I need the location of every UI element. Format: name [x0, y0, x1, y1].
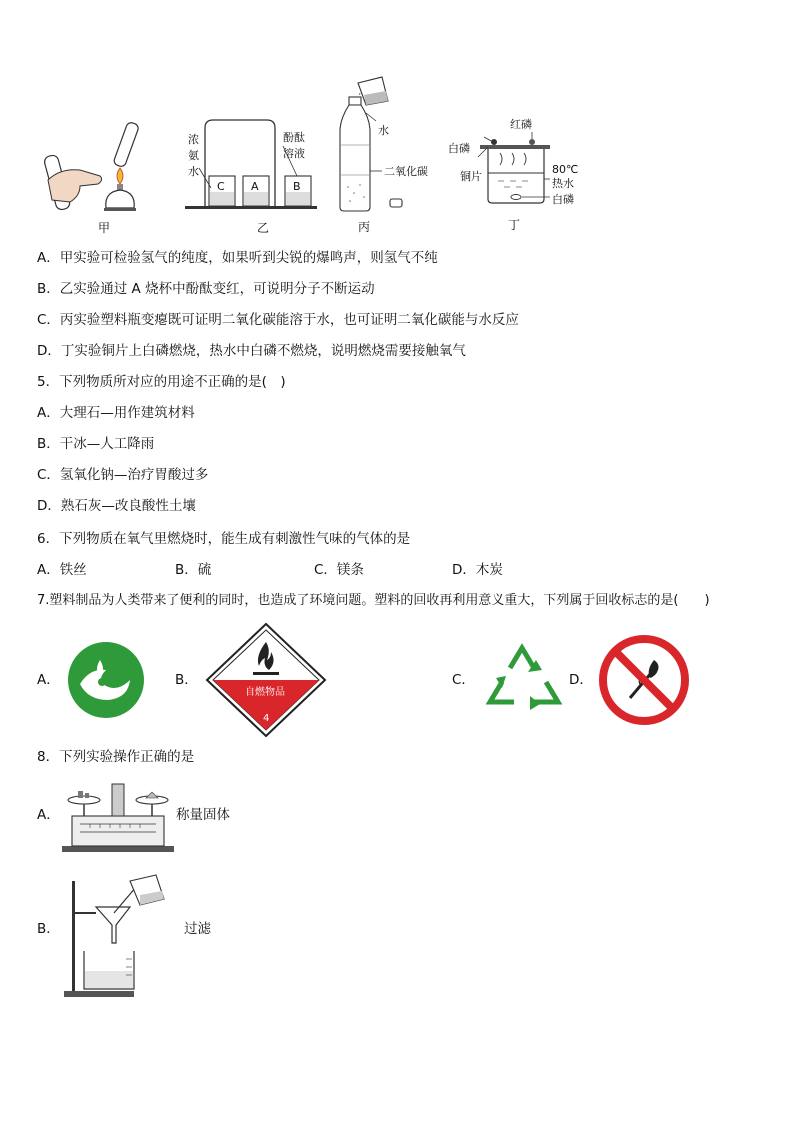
q5-stem: 5．下列物质所对应的用途不正确的是( ): [37, 374, 286, 390]
q4-option-d: D．丁实验铜片上白磷燃烧，热水中白磷不燃烧，说明燃烧需要接触氧气: [37, 343, 466, 359]
q8-option-a-letter: A．: [37, 807, 60, 823]
q4-option-b: B．乙实验通过 A 烧杯中酚酞变红，可说明分子不断运动: [37, 281, 375, 297]
q8-option-b-caption: 过滤: [184, 921, 211, 937]
yi-label-beaker-c: C: [217, 180, 225, 193]
q7-stem: 7.塑料制品为人类带来了便利的同时，也造成了环境问题。塑料的回收再利用意义重大，下列属于回收标志的是( ): [37, 593, 710, 608]
caption-bing: 丙: [358, 220, 371, 234]
q6-stem: 6．下列物质在氧气里燃烧时，能生成有刺激性气味的气体的是: [37, 531, 411, 547]
bing-label-co2: 二氧化碳: [384, 165, 428, 178]
ding-label-white-phosphorus-top: 白磷: [448, 142, 470, 155]
yi-label-conc-ammonia-3: 水: [188, 165, 199, 178]
ding-label-white-phosphorus-bottom: 白磷: [552, 193, 574, 206]
yi-label-phenolphthalein-2: 溶液: [283, 147, 305, 160]
ding-label-red-phosphorus: 红磷: [510, 118, 532, 131]
q6-option-a: A．铁丝: [37, 562, 87, 578]
jia-hydrogen-test-illustration: [40, 110, 160, 220]
q7-option-c-letter: C．: [452, 672, 475, 688]
yi-label-conc-ammonia-2: 氨: [188, 149, 199, 162]
q8-stem: 8．下列实验操作正确的是: [37, 749, 195, 765]
q7-option-d-image: [598, 634, 690, 726]
bing-bottle-illustration: [330, 75, 450, 220]
q7-option-b-letter: B．: [175, 672, 198, 688]
q7-option-b-image: [205, 622, 327, 738]
yi-label-beaker-a: A: [251, 180, 259, 193]
caption-yi: 乙: [257, 221, 270, 235]
q8-option-b-letter: B．: [37, 921, 60, 937]
recycle-sign-icon: [480, 638, 568, 718]
sign-b-number: 4: [263, 713, 270, 724]
caption-ding: 丁: [508, 218, 521, 232]
q6-option-d: D．木炭: [452, 562, 503, 578]
q7-option-a-letter: A．: [37, 672, 60, 688]
q8-option-a-caption: 称量固体: [176, 807, 230, 823]
balance-scale-illustration: [60, 780, 178, 855]
figure-jia: [40, 110, 160, 235]
q6-option-c: C．镁条: [314, 562, 364, 578]
q8-option-a-image: [60, 780, 178, 855]
figure-bing: [330, 75, 450, 235]
yi-label-phenolphthalein-1: 酚酞: [283, 131, 305, 144]
yi-label-conc-ammonia-1: 浓: [188, 133, 199, 146]
figure-ding: [448, 115, 588, 235]
q8-option-b-image: [60, 873, 170, 1001]
ding-label-copper: 铜片: [460, 170, 482, 183]
q6-option-b: B．硫: [175, 562, 212, 578]
q5-option-a: A．大理石—用作建筑材料: [37, 405, 195, 421]
sign-b-text: 自燃物品: [245, 687, 285, 698]
q7-option-a-image: [66, 640, 146, 720]
ding-label-hot-water: 热水: [552, 177, 574, 190]
filtration-apparatus-illustration: [60, 873, 170, 1001]
q5-option-b: B．干冰—人工降雨: [37, 436, 155, 452]
no-open-flame-sign-icon: [598, 634, 690, 726]
bing-label-water: 水: [378, 124, 389, 137]
caption-jia: 甲: [98, 221, 111, 235]
water-saving-sign-icon: [66, 640, 146, 720]
yi-label-beaker-b: B: [293, 180, 301, 193]
q4-option-a: A．甲实验可检验氢气的纯度，如果听到尖锐的爆鸣声，则氢气不纯: [37, 250, 438, 266]
q4-option-c: C．丙实验塑料瓶变瘪既可证明二氧化碳能溶于水，也可证明二氧化碳能与水反应: [37, 312, 519, 328]
ding-label-temperature: 80℃: [552, 163, 579, 176]
q5-option-c: C．氢氧化钠—治疗胃酸过多: [37, 467, 209, 483]
q7-option-c-image: [480, 638, 568, 718]
q7-option-d-letter: D．: [569, 672, 593, 688]
q5-option-d: D．熟石灰—改良酸性土壤: [37, 498, 196, 514]
